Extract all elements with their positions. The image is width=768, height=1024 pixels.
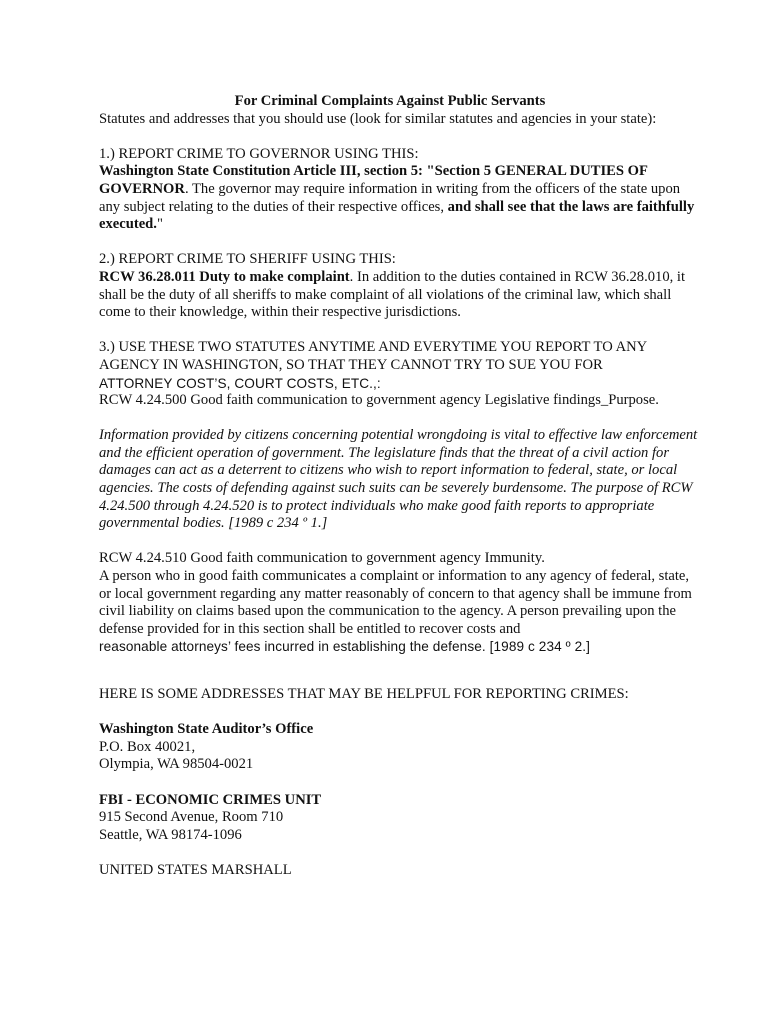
governor-statute-closing: " [156, 216, 163, 233]
governor-statute-emphasis: and shall see that the laws are faithfully executed. [99, 198, 695, 233]
spacer [99, 774, 699, 792]
spacer [99, 410, 699, 428]
spacer [99, 844, 699, 862]
auditor-name [99, 721, 699, 739]
statute-4-24-500-text: Information provided by citizens concerning potential wrongdoing is vital to effective law enforcement and the efficient operation of government. The legislature finds that the threat of a civil action for damages can act as a deterrent to citizens who wish to report information to federal, state, or local agencies. The costs of defending against such suits can be severely burdensome. The purpose of RCW 4.24.500 through 4.24.520 is to protect individuals who make good faith reports to appropriate governmental bodies. [1989 c 234 º 1.] [99, 427, 698, 532]
auditor-address-line1: P.O. Box 40021, [99, 738, 196, 755]
intro-text: Statutes and addresses that you should use (look for similar statutes and agencies in your state): [99, 110, 657, 127]
spacer [99, 533, 699, 551]
sheriff-statute-citation: RCW 36.28.011 Duty to make complaint [99, 268, 350, 285]
address-fbi [99, 792, 699, 845]
statute-4-24-500-title: RCW 4.24.500 Good faith communication to government agency Legislative findings_Purpose. [99, 392, 659, 409]
spacer [99, 656, 699, 686]
auditor-name-text: Washington State Auditor’s Office [99, 721, 314, 738]
sheriff-statute-text: . In addition to the duties contained in RCW 36.28.010, it shall be the duty of all sheriffs to make complaint of all violations of the criminal law, which shall come to their knowledge, within their respective jurisdictions. [99, 268, 686, 321]
section-governor-heading: 1.) REPORT CRIME TO GOVERNOR USING THIS: [99, 145, 419, 162]
statute-4-24-510-title: RCW 4.24.510 Good faith communication to government agency Immunity. [99, 550, 545, 567]
document-page [99, 93, 699, 880]
addresses-heading: HERE IS SOME ADDRESSES THAT MAY BE HELPFUL FOR REPORTING CRIMES: [99, 686, 629, 702]
section-governor-body [99, 163, 699, 233]
section-sheriff [99, 251, 699, 321]
section-addresses [99, 686, 699, 880]
spacer [99, 234, 699, 252]
fbi-name [99, 792, 699, 810]
fbi-name-text: FBI - ECONOMIC CRIMES UNIT [99, 791, 322, 808]
spacer [99, 128, 699, 146]
section-statutes-heading-cont: ATTORNEY COST’S, COURT COSTS, ETC.,: [99, 375, 381, 391]
fbi-address-line2: Seattle, WA 98174-1096 [99, 826, 242, 843]
section-governor [99, 146, 699, 234]
governor-statute-citation: Washington State Constitution Article III, section 5: "Section 5 GENERAL DUTIES OF GOVERNOR [99, 163, 648, 197]
governor-statute-text: . The governor may require information in writing from the officers of the state upon any subject relating to the duties of their respective offices, [99, 180, 681, 215]
address-auditor [99, 721, 699, 774]
spacer [99, 322, 699, 340]
spacer [99, 704, 699, 722]
statute-4-24-510-text-tail: reasonable attorneys’ fees incurred in establishing the defense. [1989 c 234 º 2.] [99, 639, 591, 655]
auditor-address-line2: Olympia, WA 98504-0021 [99, 756, 254, 773]
statute-4-24-510-text: A person who in good faith communicates a complaint or information to any agency of federal, state, or local government regarding any matter reasonably of concern to that agency shall be immune from civil liability on claims based upon the communication to the agency. A person prevailing upon the defense provided for in this section shall be entitled to recover costs and [99, 568, 692, 637]
section-statutes [99, 339, 699, 656]
section-sheriff-body [99, 269, 699, 322]
marshall-name: UNITED STATES MARSHALL [99, 861, 292, 878]
fbi-address-line1: 915 Second Avenue, Room 710 [99, 809, 284, 826]
document-title: For Criminal Complaints Against Public Servants [234, 93, 546, 109]
section-statutes-heading: 3.) USE THESE TWO STATUTES ANYTIME AND EVERYTIME YOU REPORT TO ANY AGENCY IN WASHINGTON, SO THAT THEY CANNOT TRY TO SUE YOU FOR [99, 339, 647, 373]
section-sheriff-heading: 2.) REPORT CRIME TO SHERIFF USING THIS: [99, 251, 396, 268]
